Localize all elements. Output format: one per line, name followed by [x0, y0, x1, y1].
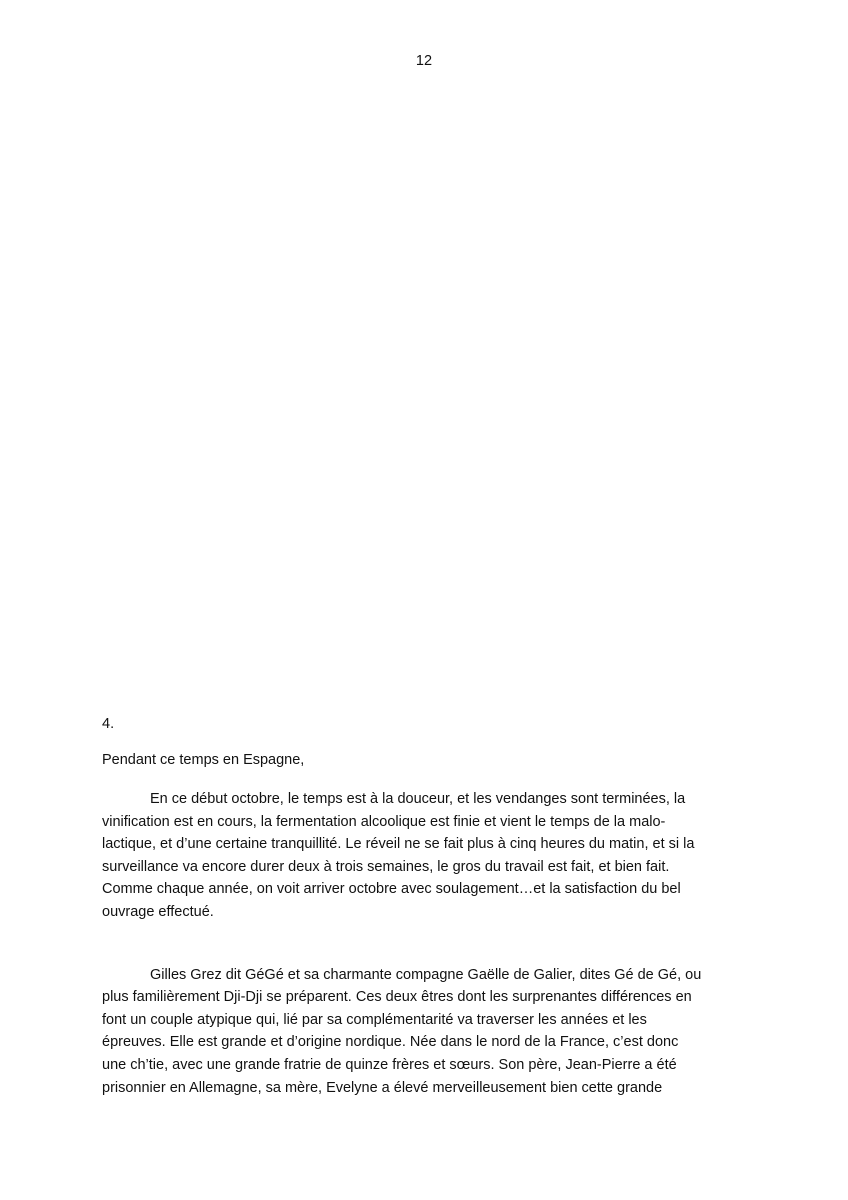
page-number: 12: [415, 53, 433, 69]
text-line: prisonnier en Allemagne, sa mère, Evelyne a élevé merveilleusement bien cette grande: [102, 1079, 663, 1096]
text-line: surveillance va encore durer deux à trois semaines, le gros du travail est fait, et bien fait.: [102, 858, 670, 875]
chapter-intro: Pendant ce temps en Espagne,: [102, 752, 305, 768]
document-body: [102, 713, 750, 1099]
paragraph: [102, 964, 750, 1100]
text-line: une ch’tie, avec une grande fratrie de quinze frères et sœurs. Son père, Jean-Pierre a été: [102, 1056, 677, 1073]
text-line: Comme chaque année, on voit arriver octobre avec soulagement…et la satisfaction du bel: [102, 881, 681, 898]
text-line: ouvrage effectué.: [102, 903, 214, 920]
paragraph: [102, 788, 750, 924]
text-line: font un couple atypique qui, lié par sa complémentarité va traverser les années et les: [102, 1011, 647, 1028]
text-line: vinification est en cours, la fermentation alcoolique est finie et vient le temps de la malo-: [102, 813, 666, 830]
text-line: épreuves. Elle est grande et d’origine nordique. Née dans le nord de la France, c’est donc: [102, 1034, 679, 1051]
text-line: lactique, et d’une certaine tranquillité. Le réveil ne se fait plus à cinq heures du matin, et si la: [102, 836, 695, 853]
text-line: plus familièrement Dji-Dji se préparent. Ces deux êtres dont les surprenantes différences en: [102, 989, 692, 1006]
text-line: En ce début octobre, le temps est à la douceur, et les vendanges sont terminées, la: [150, 791, 686, 807]
chapter-number: 4.: [102, 716, 115, 732]
text-line: Gilles Grez dit GéGé et sa charmante compagne Gaëlle de Galier, dites Gé de Gé, ou: [150, 966, 702, 983]
